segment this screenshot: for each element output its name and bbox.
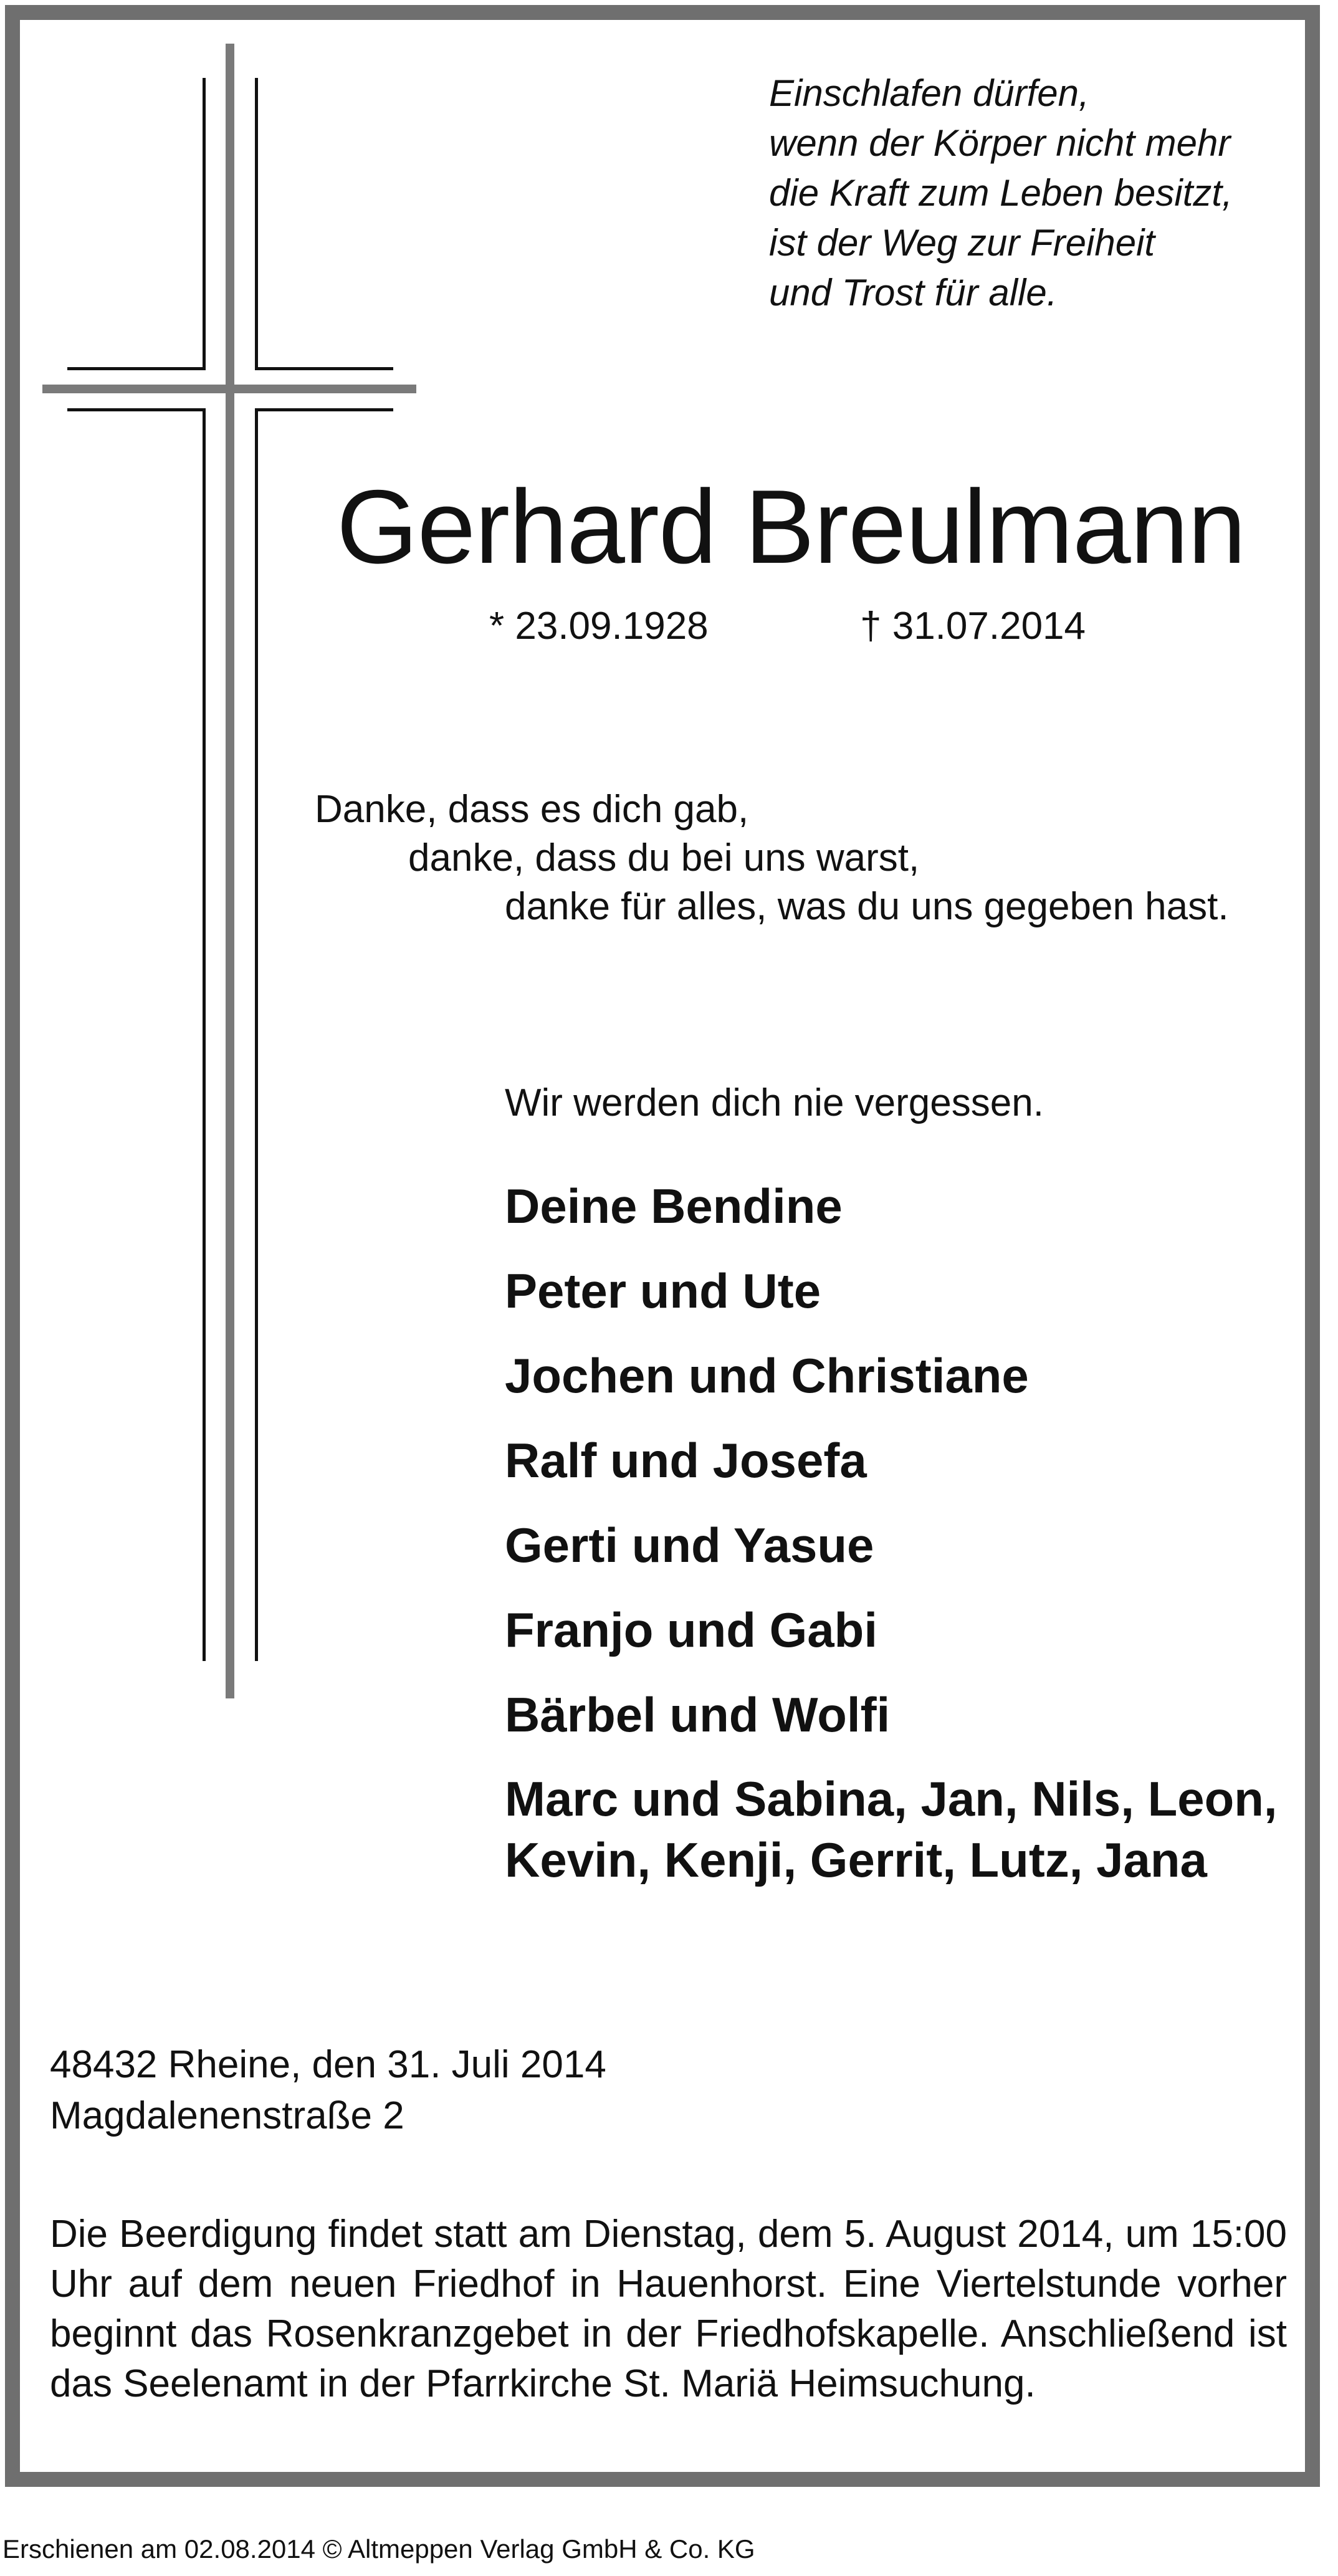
signer: Franjo und Gabi [505,1602,877,1657]
thanks-line: danke für alles, was du uns gegeben hast. [505,885,1229,928]
birth-date: * 23.09.1928 [489,605,709,648]
funeral-notice: Die Beerdigung findet statt am Dienstag, dem 5. August 2014, um 15:00 Uhr auf dem neuen Friedhof in Hauenhorst. Eine Viertelstunde vorher beginnt das Rosenkranzgebet in der Friedhofskapelle. Anschließend ist das Seelenamt in der Pfarrkirche St. Mariä Heimsuchung. [50,2213,1287,2405]
cross-line-left-upper [203,78,206,370]
cross-gray-vertical [226,44,234,1698]
signer: Deine Bendine [505,1179,843,1233]
thanks-line: danke, dass du bei uns warst, [408,836,920,879]
publication-footer: Erschienen am 02.08.2014 © Altmeppen Verlag GmbH & Co. KG [2,2534,755,2564]
deceased-name: Gerhard Breulmann [337,468,1246,585]
cross-gray-horizontal [42,385,416,393]
cross-line-left-lower [203,408,206,1661]
poem-line: die Kraft zum Leben besitzt, [769,172,1233,214]
thanks-line: Danke, dass es dich gab, [315,788,749,831]
poem-line: ist der Weg zur Freiheit [769,222,1155,264]
signer: Ralf und Josefa [505,1433,867,1488]
signer: Marc und Sabina, Jan, Nils, Leon, Kevin, Kenji, Gerrit, Lutz, Jana [505,1771,1278,1887]
cross-line-top-right [255,367,393,370]
never-forget-text: Wir werden dich nie vergessen. [505,1081,1044,1124]
address-block [50,2039,606,2142]
address-line: Magdalenenstraße 2 [50,2094,404,2137]
cross-line-top-left [67,367,206,370]
signers-list [505,1175,1315,1890]
signer: Bärbel und Wolfi [505,1687,891,1742]
cross-line-bottom-right [255,408,393,411]
address-line: 48432 Rheine, den 31. Juli 2014 [50,2043,606,2086]
poem-line: Einschlafen dürfen, [769,72,1089,114]
cross-line-right-upper [255,78,258,370]
signer: Gerti und Yasue [505,1518,874,1573]
poem [769,69,1305,318]
signer: Peter und Ute [505,1263,821,1318]
poem-line: wenn der Körper nicht mehr [769,122,1231,164]
cross-line-right-lower [255,408,258,1661]
cross-line-bottom-left [67,408,206,411]
death-date: † 31.07.2014 [860,605,1086,648]
signer: Jochen und Christiane [505,1348,1029,1403]
poem-line: und Trost für alle. [769,272,1058,314]
